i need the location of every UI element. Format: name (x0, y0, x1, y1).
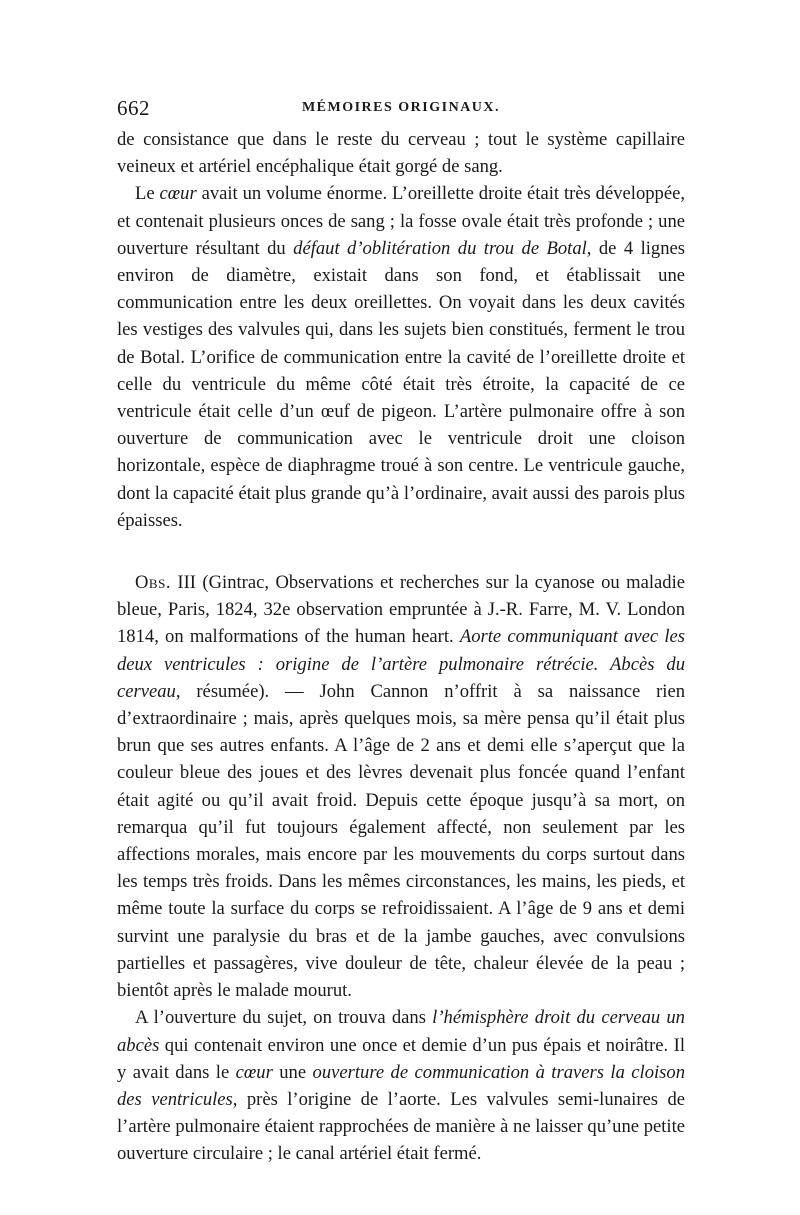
text-run: avait un volume énorme. L’oreillette droite était très développée, et contenait plusieurs onces de sang ; la fosse ovale était très profonde ; une ouverture résultant du (117, 183, 685, 259)
text-run: , près l’origine de l’aorte. Les valvules semi-lunaires de l’artère pulmonaire étaient rapprochées de manière à ne laisser qu’une petite ouverture circulaire ; le canal artériel était fermé. (117, 1088, 685, 1165)
italic-run: cœur (159, 183, 197, 205)
text-run: A l’ouverture du sujet, on trouva dans (135, 1007, 433, 1029)
page-header (117, 96, 685, 126)
text-run: , de 4 lignes environ de diamètre, existait dans son fond, et établissait une communication entre les deux oreillettes. On voyait dans les deux cavités les vestiges des valvules qui, dans les sujets bien constitués, ferment le trou de Botal. L’orifice de communication entre la cavité de l’oreillette droite et celle du ventricule du même côté était très étroite, la capacité de ce ventricule était celle d’un œuf de pigeon. L’artère pulmonaire offre à son ouverture de communication avec le ventricule droit une cloison horizontale, espèce de diaphragme troué à son centre. Le ventricule gauche, dont la capacité était plus grande qu’à l’ordinaire, avait aussi des parois plus épaisses. (117, 237, 685, 531)
observation-paragraph (117, 569, 685, 1004)
italic-run: l’hémisphère droit du cerveau un abcès (117, 1007, 685, 1056)
text-run: III (Gintrac, Observations et recherches sur la cyanose ou maladie bleue, Paris, 1824, 32e observation empruntée à J.-R. Farre, M. V. London 1814, on malformations of the human heart. (117, 572, 685, 648)
text-run: Le (135, 183, 160, 205)
italic-run: ouverture de communication à travers la cloison des ventricules (117, 1061, 686, 1110)
page-number: 662 (117, 96, 150, 120)
body-text (117, 126, 685, 1168)
italic-run: cœur (235, 1061, 273, 1083)
italic-run: défaut d’oblitération du trou de Botal (293, 237, 587, 259)
text-run: , résumée). — John Cannon n’offrit à sa naissance rien d’extraordinaire ; mais, après quelques mois, sa mère pensa qu’il était plus brun que ses autres enfants. A l’âge de 2 ans et demi elle s’aperçut que la couleur bleue des joues et des lèvres devenait plus foncée quand l’enfant était agité ou qu’il avait froid. Depuis cette époque jusqu’à sa mort, on remarqua qu’il fut toujours également affecté, non seulement par les affections morales, mais encore par les mouvements du corps surtout dans les temps très froids. Dans les mêmes circonstances, les mains, les pieds, et même toute la surface du corps se refroidissaient. A l’âge de 9 ans et demi survint une paralysie du bras et de la jambe gauches, avec convulsions partielles et passagères, vive douleur de tête, chaleur élevée de la peau ; bientôt après le malade mourut. (117, 680, 685, 1002)
paragraph-autopsy (117, 1004, 685, 1167)
running-title: MÉMOIRES ORIGINAUX. (301, 100, 501, 115)
book-page (117, 96, 685, 1168)
observation-label: Obs. (135, 572, 171, 594)
paragraph-heart-description (117, 180, 685, 534)
text-run: qui contenait environ une once et demie d’un pus épais et noirâtre. Il y avait dans le (117, 1034, 685, 1083)
paragraph-continuation: de consistance que dans le reste du cerveau ; tout le système capillaire veineux et artériel encéphalique était gorgé de sang. (117, 129, 685, 178)
italic-run: Aorte communiquant avec les deux ventricules : origine de l’artère pulmonaire rétrécie. Abcès du cerveau (117, 626, 686, 702)
text-run: une (272, 1061, 313, 1083)
